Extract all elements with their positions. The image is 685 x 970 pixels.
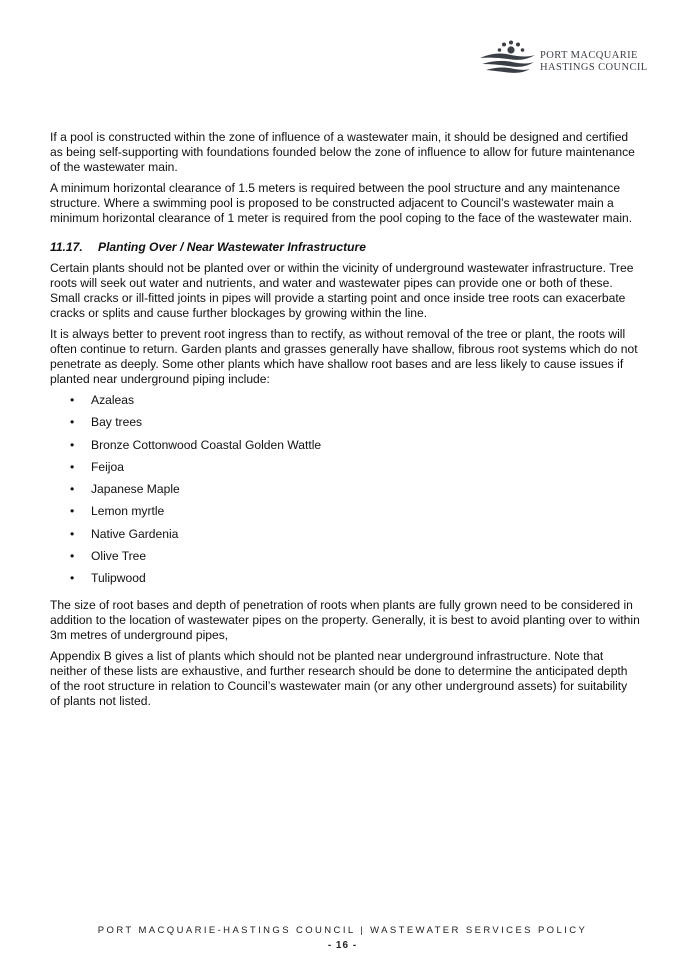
paragraph-prevention: It is always better to prevent root ingress than to rectify, as without removal of the tree or plant, the roots will often continue to return. Garden plants and grasses generally have shallow, fibrous root systems which do not penetrate as deeply. Some other plants which have shallow root bases and are less likely to cause issues if planted near underground piping include: xyxy=(50,327,638,386)
bullet-icon: • xyxy=(70,504,75,519)
list-item: • Bronze Cottonwood Coastal Golden Wattle xyxy=(70,437,322,452)
bullet-icon: • xyxy=(70,415,75,430)
document-body xyxy=(50,130,640,715)
list-item: • Lemon myrtle xyxy=(70,504,165,519)
bullet-icon: • xyxy=(70,526,75,541)
list-item: • Azaleas xyxy=(70,393,135,407)
section-heading xyxy=(50,240,640,255)
bullet-icon: • xyxy=(70,437,75,452)
section-title: Planting Over / Near Wastewater Infrastructure xyxy=(98,240,366,254)
council-emblem-icon xyxy=(478,40,538,76)
bullet-icon: • xyxy=(70,549,75,564)
list-item: • Olive Tree xyxy=(70,549,147,564)
logo-line-1: PORT MACQUARIE xyxy=(540,50,638,61)
bullet-icon: • xyxy=(70,482,75,497)
list-item: • Bay trees xyxy=(70,415,143,430)
page-footer: PORT MACQUARIE-HASTINGS COUNCIL | WASTEWATER SERVICES POLICY xyxy=(97,925,588,936)
bullet-icon: • xyxy=(70,459,75,474)
logo-line-2: HASTINGS COUNCIL xyxy=(540,62,648,73)
plant-list xyxy=(50,393,640,594)
list-item: • Japanese Maple xyxy=(70,482,180,497)
paragraph-appendix-b: Appendix B gives a list of plants which should not be planted near underground infrastructure. Note that neither of these lists are exhaustive, and further research should be done to determine the anticipated depth of the root structure in relation to Council’s wastewater main (or any other underground assets) for suitability of plants not listed. xyxy=(50,648,628,708)
list-item: • Tulipwood xyxy=(70,571,146,586)
list-item: • Native Gardenia xyxy=(70,526,179,541)
paragraph-pool-clearance: A minimum horizontal clearance of 1.5 meters is required between the pool structure and any maintenance structure. Where a swimming pool is proposed to be constructed adjacent to Council’s wastewater main a minimum horizontal clearance of 1 meter is required from the pool coping to the face of the wastewater main. xyxy=(50,181,633,225)
logo-wordmark xyxy=(540,50,648,74)
bullet-icon: • xyxy=(70,571,75,586)
bullet-icon: • xyxy=(70,393,75,407)
council-logo xyxy=(478,40,648,80)
page-number: - 16 - xyxy=(327,940,358,951)
section-number: 11.17. xyxy=(50,240,83,254)
list-item: • Feijoa xyxy=(70,459,124,474)
paragraph-pool-zone: If a pool is constructed within the zone of influence of a wastewater main, it should be designed and certified as being self-supporting with foundations founded below the zone of influence to allow for future maintenance of the wastewater main. xyxy=(50,130,635,174)
paragraph-root-size: The size of root bases and depth of penetration of roots when plants are fully grown need to be considered in addition to the location of wastewater pipes on the property. Generally, it is best to avoid planting over to within 3m metres of underground pipes, xyxy=(50,597,640,642)
paragraph-tree-roots: Certain plants should not be planted over or within the vicinity of underground wastewater infrastructure. Tree roots will seek out water and nutrients, and water and wastewater pipes can provide one or both of these. Small cracks or ill-fitted joints in pipes will provide a starting point and once inside tree roots can exacerbate cracks or splits and cause further blockages by growing within the line. xyxy=(50,261,634,320)
